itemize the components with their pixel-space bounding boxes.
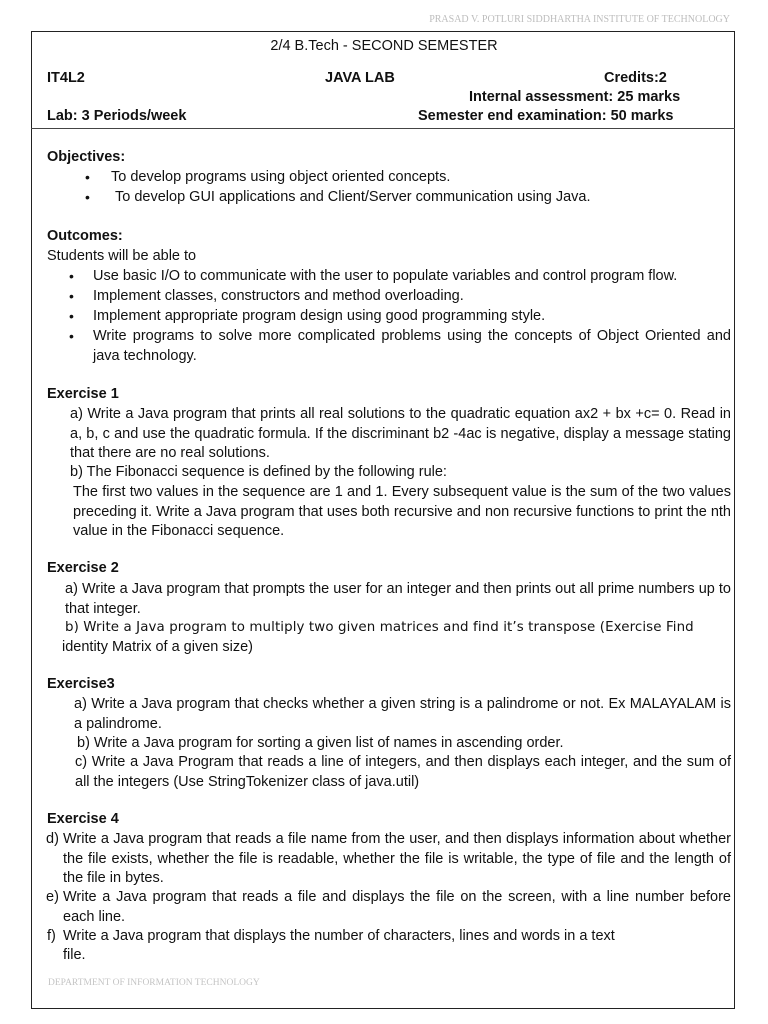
lab-periods: Lab: 3 Periods/week bbox=[47, 108, 187, 124]
exercise3-part-a: a) Write a Java program that checks whether a given string is a palindrome or not. Ex MALAYALAM is a palindrome. bbox=[74, 696, 731, 732]
outcomes-intro: Students will be able to bbox=[47, 248, 197, 264]
objective-item: To develop GUI applications and Client/Server communication using Java. bbox=[115, 189, 591, 205]
exercise2-heading: Exercise 2 bbox=[47, 560, 119, 576]
objectives-heading: Objectives: bbox=[47, 149, 126, 165]
exercise4-item-f: Write a Java program that displays the number of characters, lines and words in a text bbox=[63, 928, 615, 944]
bullet-icon: • bbox=[69, 288, 74, 304]
bullet-icon: • bbox=[85, 169, 90, 185]
exercise4-label-f: f) bbox=[47, 928, 56, 944]
exercise4-item-f-cont: file. bbox=[63, 947, 86, 963]
exercise4-heading: Exercise 4 bbox=[47, 811, 119, 827]
exercise4-item-d: Write a Java program that reads a file name from the user, and then displays information about whether the file exists, whether the file is readable, whether the file is writable, the type of file and the length of the file in bytes. bbox=[63, 831, 731, 886]
exercise1-part-b-body: The first two values in the sequence are 1 and 1. Every subsequent value is the sum of the two values preceding it. Write a Java program that uses both recursive and non recursive functions to print the nth value in the Fibonacci sequence. bbox=[73, 484, 731, 539]
exercise2-part-b-cont: identity Matrix of a given size) bbox=[62, 639, 253, 655]
exercise4-label-e: e) bbox=[46, 889, 59, 905]
course-code: IT4L2 bbox=[47, 70, 85, 86]
internal-assessment: Internal assessment: 25 marks bbox=[469, 89, 681, 105]
outcome-item: Use basic I/O to communicate with the user to populate variables and control program flow. bbox=[93, 268, 678, 284]
exercise1-part-a: a) Write a Java program that prints all real solutions to the quadratic equation ax2 + bx +c= 0. Read in a, b, c and use the quadratic formula. If the discriminant b2 -4ac is negative, display a message stating that there are no real solutions. bbox=[70, 406, 731, 461]
outcome-item: Implement appropriate program design using good programming style. bbox=[93, 308, 546, 324]
department-footer: DEPARTMENT OF INFORMATION TECHNOLOGY bbox=[48, 978, 260, 988]
bullet-icon: • bbox=[69, 308, 74, 324]
course-name: JAVA LAB bbox=[325, 70, 395, 86]
bullet-icon: • bbox=[85, 189, 90, 205]
institute-header: PRASAD V. POTLURI SIDDHARTHA INSTITUTE OF TECHNOLOGY bbox=[429, 14, 730, 25]
exercise2-part-b: b) Write a Java program to multiply two given matrices and find it’s transpose (Exercise Find bbox=[65, 620, 694, 635]
header-divider bbox=[31, 128, 735, 129]
exercise1-part-b-title: b) The Fibonacci sequence is defined by the following rule: bbox=[70, 464, 447, 480]
exercise3-heading: Exercise3 bbox=[47, 676, 115, 692]
exercise3-part-c: c) Write a Java Program that reads a line of integers, and then displays each integer, and the sum of all the integers (Use StringTokenizer class of java.util) bbox=[75, 754, 731, 790]
semester-end-exam: Semester end examination: 50 marks bbox=[418, 108, 674, 124]
exercise4-item-e: Write a Java program that reads a file and displays the file on the screen, with a line number before each line. bbox=[63, 889, 731, 925]
exercise4-label-d: d) bbox=[46, 831, 59, 847]
bullet-icon: • bbox=[69, 328, 74, 344]
exercise3-part-b: b) Write a Java program for sorting a given list of names in ascending order. bbox=[77, 735, 564, 751]
credits: Credits:2 bbox=[604, 70, 667, 86]
outcomes-heading: Outcomes: bbox=[47, 228, 123, 244]
bullet-icon: • bbox=[69, 268, 74, 284]
outcome-item: Implement classes, constructors and method overloading. bbox=[93, 288, 464, 304]
outcome-item: Write programs to solve more complicated problems using the concepts of Object Oriented and java technology. bbox=[93, 328, 731, 364]
exercise2-part-a: a) Write a Java program that prompts the user for an integer and then prints out all prime numbers up to that integer. bbox=[65, 581, 731, 617]
semester-title: 2/4 B.Tech - SECOND SEMESTER bbox=[270, 38, 498, 54]
exercise1-heading: Exercise 1 bbox=[47, 386, 119, 402]
objective-item: To develop programs using object oriented concepts. bbox=[111, 169, 451, 185]
